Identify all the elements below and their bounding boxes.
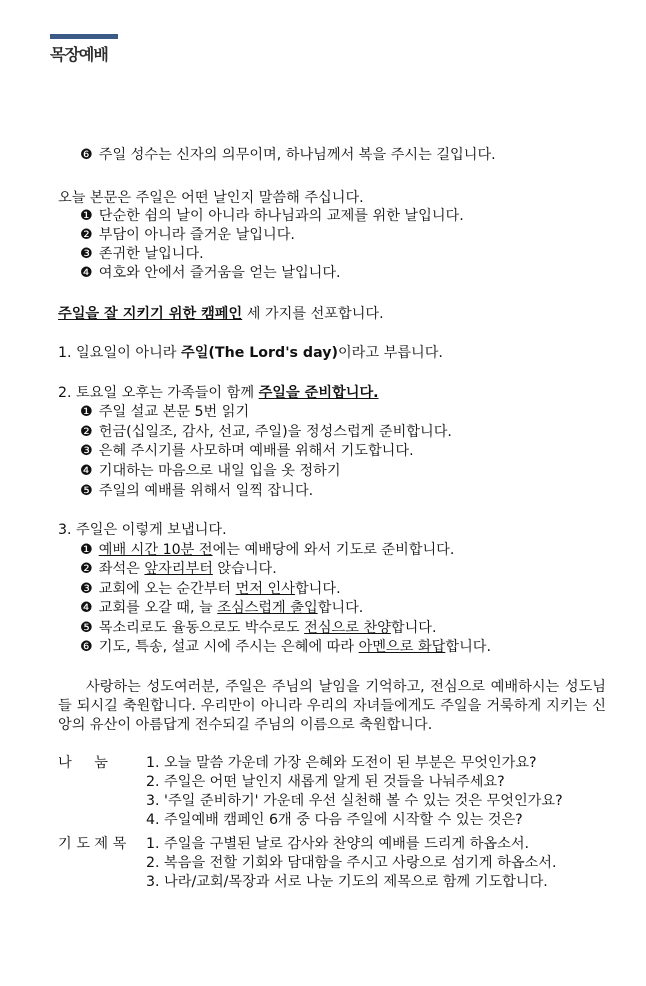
item-text: 합니다. [317,600,364,616]
campaign-rest: 세 가지를 선포합니다. [242,306,384,322]
circled-number: ❸ [80,581,93,597]
item-text: 좌석은 [98,561,145,577]
circled-number: ❷ [80,227,93,243]
campaign-3-title: 3. 주일은 이렇게 보냅니다. [58,522,227,538]
circled-number: ❹ [80,463,93,479]
header [50,34,118,65]
prayer-item: 1. 주일을 구별된 날로 감사와 찬양의 예배를 드리게 하옵소서. [146,836,530,852]
page-title: 목장예배 [50,45,108,64]
campaign-3-item [80,580,341,598]
main-intro: 오늘 본문은 주일은 어떤 날인지 말씀해 주십니다. [58,190,364,206]
campaign-2-item-text: 기대하는 마음으로 내일 입을 옷 정하기 [98,463,341,479]
circled-number: ❹ [80,265,93,281]
campaign-2-item-text: 주일 설교 본문 5번 읽기 [98,404,250,420]
circled-number: ❺ [80,620,93,636]
campaign-2-item-text: 은혜 주시기를 사모하며 예배를 위해서 기도합니다. [98,443,414,459]
point-item [80,207,464,225]
campaign-3-item [80,638,491,656]
item-text: 합니다. [390,620,437,636]
circled-number: ❷ [80,561,93,577]
prayer-item: 3. 나라/교회/목장과 서로 나눈 기도의 제목으로 함께 기도합니다. [146,874,548,890]
campaign-1-pre: 1. 일요일이 아니라 [58,345,182,361]
item-underlined: 전심으로 찬양 [304,620,391,636]
circled-number: ❹ [80,600,93,616]
campaign-3-item [80,619,437,637]
item-text: 교회를 오갈 때, 늘 [98,600,218,616]
sharing-item: 2. 주일은 어떤 날인지 새롭게 알게 된 것들을 나눠주세요? [146,774,505,790]
prayer-item: 2. 복음을 전할 기회와 담대함을 주시고 사랑으로 섬기게 하옵소서. [146,855,557,871]
campaign-2-item-text: 헌금(십일조, 감사, 선교, 주일)을 정성스럽게 준비합니다. [98,424,452,440]
campaign-2-item [80,462,341,480]
sharing-label [58,754,108,772]
point-item [80,245,204,263]
circled-number: ❻ [80,639,93,655]
item-underlined: 예배 시간 10분 전 [98,542,213,558]
item-text: 합니다. [294,581,341,597]
item-text: 에는 예배당에 와서 기도로 준비합니다. [212,542,455,558]
sharing-item: 4. 주일예배 캠페인 6개 중 다음 주일에 시작할 수 있는 것은? [146,812,523,828]
circled-number: ❸ [80,246,93,262]
campaign-3-item [80,560,277,578]
circled-number-6: ❻ [80,147,93,163]
sharing-item: 3. '주일 준비하기' 가운데 우선 실천해 볼 수 있는 것은 무엇인가요? [146,793,563,809]
item-text: 앉습니다. [212,561,277,577]
item-underlined: 먼저 인사 [235,581,295,597]
point-item [80,226,295,244]
point-text: 단순한 쉼의 날이 아니라 하나님과의 교제를 위한 날입니다. [98,208,464,224]
circled-number: ❷ [80,424,93,440]
campaign-2-item-text: 주일의 예배를 위해서 일찍 잡니다. [98,483,314,499]
prayer-label: 기 도 제 목 [58,836,127,852]
campaign-1-post: 이라고 부릅니다. [337,345,443,361]
sharing-label-text: 나 눔 [58,755,108,771]
point-item [80,264,341,282]
campaign-2 [58,384,379,402]
intro-item-text: 주일 성수는 신자의 의무이며, 하나님께서 복을 주시는 길입니다. [98,147,496,163]
campaign-heading [58,305,384,323]
item-text: 목소리로도 율동으로도 박수로도 [98,620,305,636]
circled-number: ❶ [80,542,93,558]
campaign-2-item [80,423,452,441]
circled-number: ❺ [80,483,93,499]
campaign-1 [58,344,443,362]
campaign-2-item [80,482,313,500]
campaign-3-item [80,541,454,559]
item-underlined: 앞자리부터 [144,561,213,577]
campaign-3-item [80,599,363,617]
sharing-item: 1. 오늘 말씀 가운데 가장 은혜와 도전이 된 부분은 무엇인가요? [146,755,537,771]
campaign-1-bold: 주일(The Lord's day) [181,345,338,361]
point-text: 부담이 아니라 즐거운 날입니다. [98,227,295,243]
campaign-2-emph: 주일을 준비합니다. [258,385,379,401]
intro-item [80,146,496,164]
campaign-title: 주일을 잘 지키기 위한 캠페인 [58,306,243,322]
campaign-2-item [80,442,414,460]
closing-paragraph: 사랑하는 성도여러분, 주일은 주님의 날임을 기억하고, 전심으로 예배하시는 성도님들 되시길 축원합니다. 우리만이 아니라 우리의 자녀들에게도 주일을 거룩하게 지키는 신앙의 유산이 아름답게 전수되길 주님의 이름으로 축원합니다. [58,679,606,733]
item-text: 교회에 오는 순간부터 [98,581,236,597]
item-text: 기도, 특송, 설교 시에 주시는 은혜에 따라 [98,639,359,655]
point-text: 여호와 안에서 즐거움을 얻는 날입니다. [98,265,341,281]
item-underlined: 아멘으로 화답 [358,639,446,655]
item-underlined: 조심스럽게 출입 [217,600,318,616]
item-text: 합니다. [445,639,491,655]
circled-number: ❸ [80,443,93,459]
circled-number: ❶ [80,404,93,420]
header-accent-bar [50,34,118,39]
point-text: 존귀한 날입니다. [98,246,204,262]
campaign-2-item [80,403,249,421]
circled-number: ❶ [80,208,93,224]
campaign-2-pre: 2. 토요일 오후는 가족들이 함께 [58,385,259,401]
